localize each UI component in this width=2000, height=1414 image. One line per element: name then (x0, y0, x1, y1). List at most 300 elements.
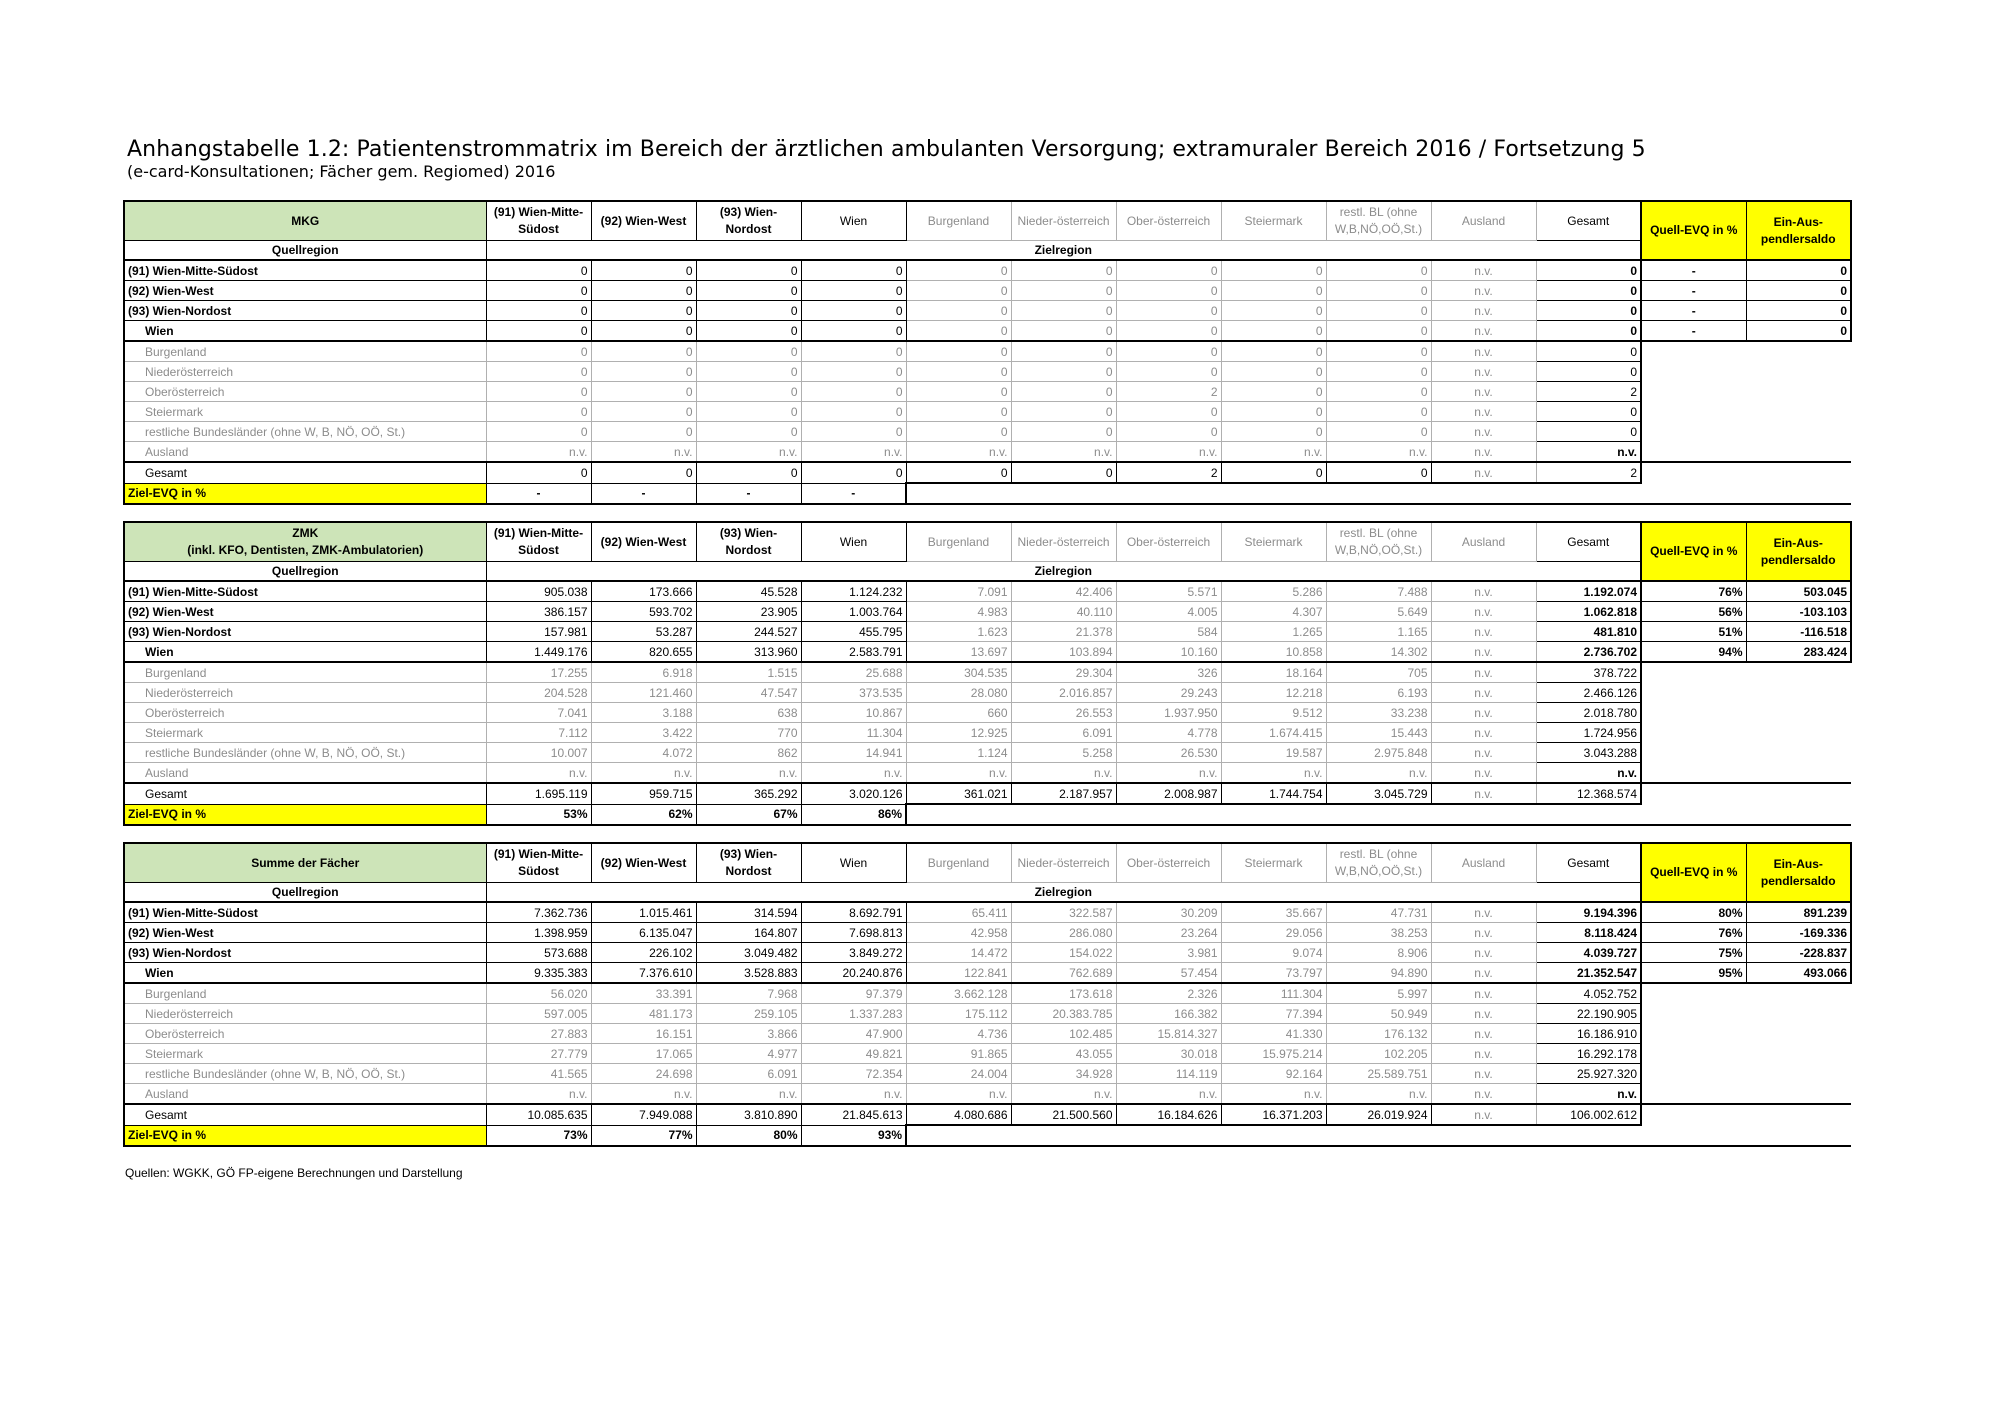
quellregion-label: Quellregion (124, 241, 486, 261)
matrix-cell: n.v. (1431, 462, 1536, 483)
matrix-cell: 4.736 (906, 1024, 1011, 1044)
matrix-cell: 77.394 (1221, 1004, 1326, 1024)
matrix-cell: 2 (1116, 382, 1221, 402)
matrix-cell: 21.845.613 (801, 1104, 906, 1125)
column-header: Ausland (1431, 522, 1536, 562)
ziel-evq-cell: 73% (486, 1125, 591, 1146)
matrix-cell: 0 (486, 341, 591, 362)
matrix-cell: 0 (1326, 422, 1431, 442)
empty-cell (1746, 743, 1851, 763)
matrix-cell: 17.065 (591, 1044, 696, 1064)
empty-cell (1746, 983, 1851, 1004)
matrix-cell: 0 (1221, 260, 1326, 281)
matrix-cell: 0 (591, 281, 696, 301)
row-label: Ausland (124, 763, 486, 784)
matrix-cell: 573.688 (486, 943, 591, 963)
matrix-cell: 0 (906, 281, 1011, 301)
matrix-cell: 8.692.791 (801, 902, 906, 923)
ziel-evq-cell: - (486, 483, 591, 504)
column-header: (92) Wien-West (591, 522, 696, 562)
quell-evq-cell: 76% (1641, 923, 1746, 943)
matrix-cell: 0 (591, 462, 696, 483)
ziel-evq-cell: 77% (591, 1125, 696, 1146)
matrix-cell: 5.571 (1116, 581, 1221, 602)
matrix-cell: 0 (801, 321, 906, 342)
empty-cell (1746, 1104, 1851, 1125)
matrix-cell: 45.528 (696, 581, 801, 602)
quellregion-label: Quellregion (124, 883, 486, 903)
matrix-cell: 41.565 (486, 1064, 591, 1084)
empty-cell (1641, 723, 1746, 743)
matrix-cell: 0 (696, 301, 801, 321)
saldo-cell: 0 (1746, 281, 1851, 301)
table-name: Summe der Fächer (251, 855, 360, 870)
column-header: Burgenland (906, 522, 1011, 562)
matrix-cell: 22.190.905 (1536, 1004, 1641, 1024)
column-header: Gesamt (1536, 522, 1641, 562)
matrix-cell: 0 (1011, 260, 1116, 281)
matrix-cell: n.v. (1431, 902, 1536, 923)
matrix-cell: 0 (1221, 341, 1326, 362)
saldo-cell: -116.518 (1746, 622, 1851, 642)
empty-cell (1221, 1125, 1326, 1146)
matrix-cell: 770 (696, 723, 801, 743)
matrix-cell: 378.722 (1536, 662, 1641, 683)
matrix-cell: 21.378 (1011, 622, 1116, 642)
matrix-cell: 6.135.047 (591, 923, 696, 943)
row-label: Steiermark (124, 723, 486, 743)
matrix-cell: 28.080 (906, 683, 1011, 703)
matrix-cell: 47.731 (1326, 902, 1431, 923)
matrix-cell: n.v. (1326, 1084, 1431, 1105)
empty-cell (1641, 483, 1746, 504)
empty-cell (1641, 983, 1746, 1004)
matrix-cell: 0 (1536, 281, 1641, 301)
matrix-cell: 40.110 (1011, 602, 1116, 622)
matrix-cell: 35.667 (1221, 902, 1326, 923)
matrix-cell: 114.119 (1116, 1064, 1221, 1084)
quell-evq-header: Quell-EVQ in % (1641, 843, 1746, 902)
matrix-cell: n.v. (1011, 442, 1116, 463)
matrix-cell: 0 (1116, 281, 1221, 301)
matrix-cell: 0 (1326, 362, 1431, 382)
matrix-cell: 0 (906, 422, 1011, 442)
matrix-cell: 0 (906, 402, 1011, 422)
matrix-cell: 23.264 (1116, 923, 1221, 943)
matrix-cell: 16.371.203 (1221, 1104, 1326, 1125)
empty-cell (1641, 1024, 1746, 1044)
empty-cell (1641, 662, 1746, 683)
matrix-cell: 4.039.727 (1536, 943, 1641, 963)
matrix-cell: 47.900 (801, 1024, 906, 1044)
row-label: restliche Bundesländer (ohne W, B, NÖ, OÖ, St.) (124, 1064, 486, 1084)
matrix-cell: 73.797 (1221, 963, 1326, 984)
matrix-cell: 5.258 (1011, 743, 1116, 763)
matrix-cell: 4.307 (1221, 602, 1326, 622)
ziel-evq-cell: 62% (591, 804, 696, 825)
ziel-evq-cell: 93% (801, 1125, 906, 1146)
empty-cell (1641, 402, 1746, 422)
matrix-cell: 57.454 (1116, 963, 1221, 984)
matrix-cell: 8.906 (1326, 943, 1431, 963)
matrix-cell: 5.997 (1326, 983, 1431, 1004)
matrix-cell: 0 (801, 462, 906, 483)
column-header: Steiermark (1221, 843, 1326, 883)
matrix-cell: 7.112 (486, 723, 591, 743)
empty-cell (1431, 1125, 1536, 1146)
matrix-cell: 0 (591, 301, 696, 321)
matrix-cell: 47.547 (696, 683, 801, 703)
matrix-cell: 2 (1116, 462, 1221, 483)
row-label: Oberösterreich (124, 1024, 486, 1044)
matrix-cell: 0 (906, 321, 1011, 342)
matrix-cell: n.v. (1431, 963, 1536, 984)
matrix-cell: 481.810 (1536, 622, 1641, 642)
matrix-cell: 29.304 (1011, 662, 1116, 683)
matrix-cell: 0 (1536, 362, 1641, 382)
matrix-cell: n.v. (1431, 281, 1536, 301)
matrix-cell: 322.587 (1011, 902, 1116, 923)
matrix-cell: 2.018.780 (1536, 703, 1641, 723)
matrix-cell: 0 (486, 260, 591, 281)
column-header: Ausland (1431, 843, 1536, 883)
matrix-cell: n.v. (1431, 943, 1536, 963)
row-label: Gesamt (124, 783, 486, 804)
matrix-cell: n.v. (1221, 442, 1326, 463)
matrix-cell: 1.337.283 (801, 1004, 906, 1024)
row-label: Oberösterreich (124, 382, 486, 402)
matrix-cell: 12.368.574 (1536, 783, 1641, 804)
matrix-cell: 26.019.924 (1326, 1104, 1431, 1125)
matrix-cell: n.v. (1431, 301, 1536, 321)
matrix-cell: 0 (486, 301, 591, 321)
matrix-cell: n.v. (1431, 723, 1536, 743)
matrix-cell: n.v. (1431, 1104, 1536, 1125)
matrix-cell: n.v. (1011, 1084, 1116, 1105)
matrix-cell: 53.287 (591, 622, 696, 642)
column-header: Steiermark (1221, 201, 1326, 241)
matrix-cell: 26.530 (1116, 743, 1221, 763)
matrix-cell: 0 (591, 422, 696, 442)
quell-evq-cell: - (1641, 260, 1746, 281)
ziel-evq-cell: 53% (486, 804, 591, 825)
matrix-cell: 3.049.482 (696, 943, 801, 963)
saldo-cell: 0 (1746, 301, 1851, 321)
matrix-cell: 15.975.214 (1221, 1044, 1326, 1064)
matrix-cell: 2.466.126 (1536, 683, 1641, 703)
empty-cell (1746, 422, 1851, 442)
zielregion-label: Zielregion (486, 883, 1641, 903)
matrix-cell: 166.382 (1116, 1004, 1221, 1024)
matrix-cell: 0 (1326, 341, 1431, 362)
quell-evq-cell: 56% (1641, 602, 1746, 622)
empty-cell (1746, 1064, 1851, 1084)
matrix-cell: 313.960 (696, 642, 801, 663)
matrix-cell: 15.814.327 (1116, 1024, 1221, 1044)
matrix-cell: 7.041 (486, 703, 591, 723)
row-label: Steiermark (124, 402, 486, 422)
matrix-cell: 9.194.396 (1536, 902, 1641, 923)
matrix-cell: 0 (1326, 382, 1431, 402)
empty-cell (1746, 703, 1851, 723)
matrix-cell: 97.379 (801, 983, 906, 1004)
quell-evq-header: Quell-EVQ in % (1641, 201, 1746, 260)
matrix-cell: n.v. (1431, 321, 1536, 342)
matrix-table-block (123, 200, 1852, 505)
matrix-cell: 0 (801, 341, 906, 362)
matrix-cell: 23.905 (696, 602, 801, 622)
matrix-cell: n.v. (1326, 442, 1431, 463)
ziel-evq-cell: 80% (696, 1125, 801, 1146)
column-header: Ober-österreich (1116, 201, 1221, 241)
matrix-cell: 0 (1011, 462, 1116, 483)
matrix-cell: 3.020.126 (801, 783, 906, 804)
column-header: Nieder-österreich (1011, 843, 1116, 883)
matrix-cell: 862 (696, 743, 801, 763)
column-header: (91) Wien-Mitte-Südost (486, 843, 591, 883)
matrix-cell: 593.702 (591, 602, 696, 622)
matrix-cell: n.v. (1536, 763, 1641, 784)
matrix-cell: n.v. (801, 763, 906, 784)
matrix-cell: 106.002.612 (1536, 1104, 1641, 1125)
matrix-cell: 25.589.751 (1326, 1064, 1431, 1084)
empty-cell (1641, 683, 1746, 703)
empty-cell (1641, 1044, 1746, 1064)
matrix-cell: 7.488 (1326, 581, 1431, 602)
matrix-cell: n.v. (591, 1084, 696, 1105)
matrix-cell: n.v. (1431, 362, 1536, 382)
matrix-cell: 27.883 (486, 1024, 591, 1044)
matrix-cell: 9.512 (1221, 703, 1326, 723)
matrix-cell: 11.304 (801, 723, 906, 743)
table-name-cell (124, 201, 486, 241)
empty-cell (1641, 743, 1746, 763)
matrix-cell: 0 (1011, 321, 1116, 342)
empty-cell (906, 483, 1011, 504)
empty-cell (1116, 804, 1221, 825)
matrix-cell: 0 (1221, 362, 1326, 382)
matrix-cell: 0 (486, 321, 591, 342)
matrix-table-block (123, 842, 1852, 1147)
matrix-cell: n.v. (1431, 382, 1536, 402)
matrix-cell: 7.949.088 (591, 1104, 696, 1125)
matrix-cell: 0 (1536, 341, 1641, 362)
matrix-cell: n.v. (801, 442, 906, 463)
ziel-evq-label: Ziel-EVQ in % (124, 1125, 486, 1146)
matrix-cell: 1.124.232 (801, 581, 906, 602)
matrix-cell: 0 (1221, 402, 1326, 422)
quell-evq-cell: - (1641, 321, 1746, 342)
matrix-cell: 0 (1326, 260, 1431, 281)
matrix-cell: 24.698 (591, 1064, 696, 1084)
matrix-cell: 0 (1221, 422, 1326, 442)
empty-cell (1746, 1004, 1851, 1024)
matrix-cell: 0 (1011, 382, 1116, 402)
matrix-cell: n.v. (696, 763, 801, 784)
table-name-cell (124, 522, 486, 562)
matrix-cell: 25.688 (801, 662, 906, 683)
matrix-cell: 12.218 (1221, 683, 1326, 703)
matrix-cell: n.v. (486, 1084, 591, 1105)
matrix-cell: 1.192.074 (1536, 581, 1641, 602)
empty-cell (1641, 1125, 1746, 1146)
matrix-cell: 0 (1221, 301, 1326, 321)
matrix-cell: 43.055 (1011, 1044, 1116, 1064)
matrix-cell: 0 (696, 422, 801, 442)
matrix-cell: 2.326 (1116, 983, 1221, 1004)
empty-cell (1746, 341, 1851, 362)
matrix-cell: n.v. (591, 763, 696, 784)
table-name-cell (124, 843, 486, 883)
zielregion-label: Zielregion (486, 562, 1641, 582)
matrix-cell: 4.778 (1116, 723, 1221, 743)
row-label: (93) Wien-Nordost (124, 301, 486, 321)
matrix-cell: 173.666 (591, 581, 696, 602)
matrix-cell: 0 (1536, 260, 1641, 281)
empty-cell (1746, 1024, 1851, 1044)
matrix-cell: 0 (591, 260, 696, 281)
quell-evq-header: Quell-EVQ in % (1641, 522, 1746, 581)
matrix-cell: 0 (1011, 301, 1116, 321)
matrix-cell: n.v. (1431, 743, 1536, 763)
matrix-table (123, 200, 1852, 505)
matrix-cell: 20.383.785 (1011, 1004, 1116, 1024)
matrix-cell: 0 (906, 341, 1011, 362)
matrix-cell: 164.807 (696, 923, 801, 943)
row-label: Ausland (124, 1084, 486, 1105)
row-label: (92) Wien-West (124, 602, 486, 622)
empty-cell (1746, 462, 1851, 483)
matrix-table (123, 521, 1852, 826)
matrix-cell: 176.132 (1326, 1024, 1431, 1044)
matrix-cell: 0 (1116, 260, 1221, 281)
matrix-cell: 0 (1326, 462, 1431, 483)
matrix-cell: 0 (1536, 422, 1641, 442)
empty-cell (1641, 382, 1746, 402)
matrix-cell: 1.623 (906, 622, 1011, 642)
ziel-evq-cell: 67% (696, 804, 801, 825)
matrix-cell: 481.173 (591, 1004, 696, 1024)
matrix-cell: 175.112 (906, 1004, 1011, 1024)
matrix-cell: n.v. (1431, 1064, 1536, 1084)
matrix-cell: n.v. (1221, 1084, 1326, 1105)
matrix-cell: 91.865 (906, 1044, 1011, 1064)
matrix-cell: 597.005 (486, 1004, 591, 1024)
ziel-evq-label: Ziel-EVQ in % (124, 483, 486, 504)
empty-cell (1641, 462, 1746, 483)
matrix-cell: 1.744.754 (1221, 783, 1326, 804)
matrix-cell: n.v. (1431, 783, 1536, 804)
matrix-cell: 0 (906, 382, 1011, 402)
matrix-cell: 92.164 (1221, 1064, 1326, 1084)
empty-cell (1746, 382, 1851, 402)
matrix-cell: 7.376.610 (591, 963, 696, 984)
row-label: Steiermark (124, 1044, 486, 1064)
matrix-cell: n.v. (1536, 442, 1641, 463)
matrix-cell: 0 (801, 301, 906, 321)
matrix-cell: 24.004 (906, 1064, 1011, 1084)
matrix-cell: 0 (1116, 321, 1221, 342)
empty-cell (1011, 1125, 1116, 1146)
matrix-cell: 16.184.626 (1116, 1104, 1221, 1125)
matrix-cell: 259.105 (696, 1004, 801, 1024)
ziel-evq-cell: 86% (801, 804, 906, 825)
row-label: restliche Bundesländer (ohne W, B, NÖ, OÖ, St.) (124, 743, 486, 763)
matrix-cell: 14.302 (1326, 642, 1431, 663)
matrix-cell: 705 (1326, 662, 1431, 683)
row-label: (91) Wien-Mitte-Südost (124, 902, 486, 923)
row-label: (91) Wien-Mitte-Südost (124, 260, 486, 281)
empty-cell (1746, 1084, 1851, 1105)
row-label: (93) Wien-Nordost (124, 943, 486, 963)
empty-cell (1641, 1084, 1746, 1105)
matrix-cell: 584 (1116, 622, 1221, 642)
empty-cell (1746, 402, 1851, 422)
empty-cell (1746, 662, 1851, 683)
column-header: Wien (801, 843, 906, 883)
matrix-cell: 0 (1221, 321, 1326, 342)
column-header: (92) Wien-West (591, 201, 696, 241)
matrix-cell: 1.515 (696, 662, 801, 683)
matrix-cell: n.v. (1431, 442, 1536, 463)
matrix-cell: n.v. (1431, 622, 1536, 642)
matrix-cell: 7.698.813 (801, 923, 906, 943)
empty-cell (1746, 442, 1851, 463)
quell-evq-cell: 76% (1641, 581, 1746, 602)
matrix-cell: n.v. (1431, 260, 1536, 281)
matrix-cell: 30.209 (1116, 902, 1221, 923)
matrix-cell: 0 (906, 362, 1011, 382)
empty-cell (1431, 804, 1536, 825)
matrix-table-block (123, 521, 1852, 826)
matrix-cell: 0 (801, 362, 906, 382)
matrix-cell: n.v. (1116, 1084, 1221, 1105)
matrix-cell: 0 (1116, 422, 1221, 442)
matrix-cell: 455.795 (801, 622, 906, 642)
matrix-cell: 1.937.950 (1116, 703, 1221, 723)
row-label: restliche Bundesländer (ohne W, B, NÖ, OÖ, St.) (124, 422, 486, 442)
matrix-cell: n.v. (906, 442, 1011, 463)
matrix-cell: 16.292.178 (1536, 1044, 1641, 1064)
empty-cell (1746, 362, 1851, 382)
matrix-cell: n.v. (1431, 402, 1536, 422)
empty-cell (1641, 362, 1746, 382)
matrix-cell: 0 (1011, 341, 1116, 362)
matrix-cell: 638 (696, 703, 801, 723)
matrix-cell: 0 (801, 402, 906, 422)
matrix-cell: 3.188 (591, 703, 696, 723)
matrix-cell: 9.335.383 (486, 963, 591, 984)
matrix-cell: 0 (696, 462, 801, 483)
matrix-cell: 21.352.547 (1536, 963, 1641, 984)
matrix-cell: 244.527 (696, 622, 801, 642)
column-header: (91) Wien-Mitte-Südost (486, 522, 591, 562)
row-label: (92) Wien-West (124, 281, 486, 301)
matrix-cell: 7.968 (696, 983, 801, 1004)
matrix-cell: 0 (1221, 462, 1326, 483)
table-name: ZMK (292, 526, 319, 540)
matrix-cell: 0 (696, 321, 801, 342)
matrix-cell: 204.528 (486, 683, 591, 703)
matrix-cell: 103.894 (1011, 642, 1116, 663)
empty-cell (1536, 1125, 1641, 1146)
empty-cell (1641, 763, 1746, 784)
matrix-cell: 1.674.415 (1221, 723, 1326, 743)
row-label: (93) Wien-Nordost (124, 622, 486, 642)
matrix-cell: 30.018 (1116, 1044, 1221, 1064)
matrix-cell: 0 (591, 362, 696, 382)
empty-cell (1746, 763, 1851, 784)
